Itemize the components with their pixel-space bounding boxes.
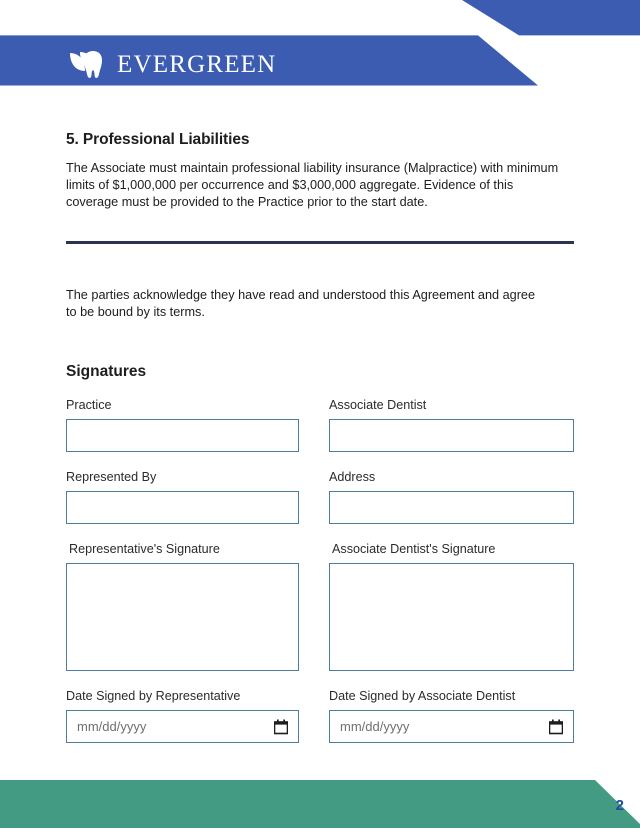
practice-input[interactable] [66, 419, 299, 452]
footer-teal-band [0, 780, 640, 828]
associate-dentist-input[interactable] [329, 419, 574, 452]
date-representative-label: Date Signed by Representative [66, 688, 241, 703]
brand-logo [68, 49, 276, 80]
representative-signature-input[interactable] [66, 563, 299, 671]
tooth-leaf-icon [68, 49, 108, 80]
acknowledgement-text: The parties acknowledge they have read and understood this Agreement and agree to be bound by its terms. [66, 288, 536, 320]
field-associate-dentist [329, 398, 574, 452]
field-address [329, 470, 574, 524]
section-body-text: The Associate must maintain professional liability insurance (Malpractice) with minimum limits of $1,000,000 per occurrence and $3,000,000 aggregate. Evidence of this coverage must be provided to the Practice prior to the start date. [66, 161, 559, 209]
field-associate-signature [329, 542, 574, 671]
date-associate-label: Date Signed by Associate Dentist [329, 688, 516, 703]
field-representative-signature [66, 542, 299, 671]
section-divider [66, 241, 574, 244]
date-associate-wrap [329, 710, 574, 743]
field-practice [66, 398, 299, 452]
representative-signature-label: Representative's Signature [69, 541, 220, 556]
practice-label: Practice [66, 397, 112, 412]
page-header [0, 0, 640, 100]
brand-name: EVERGREEN [117, 51, 277, 78]
address-label: Address [329, 469, 376, 484]
associate-signature-label: Associate Dentist's Signature [332, 541, 496, 556]
signatures-heading: Signatures [66, 362, 147, 380]
section-title: 5. Professional Liabilities [66, 131, 250, 148]
represented-by-label: Represented By [66, 469, 157, 484]
date-representative-input[interactable] [66, 710, 299, 743]
field-date-associate [329, 689, 574, 743]
field-date-representative [66, 689, 299, 743]
represented-by-input[interactable] [66, 491, 299, 524]
date-representative-wrap [66, 710, 299, 743]
page-number: 2 [615, 797, 624, 814]
signatures-form [66, 398, 574, 743]
associate-dentist-label: Associate Dentist [329, 397, 427, 412]
document-body [0, 100, 640, 743]
field-represented-by [66, 470, 299, 524]
associate-signature-input[interactable] [329, 563, 574, 671]
date-associate-input[interactable] [329, 710, 574, 743]
address-input[interactable] [329, 491, 574, 524]
page-footer [0, 780, 640, 828]
